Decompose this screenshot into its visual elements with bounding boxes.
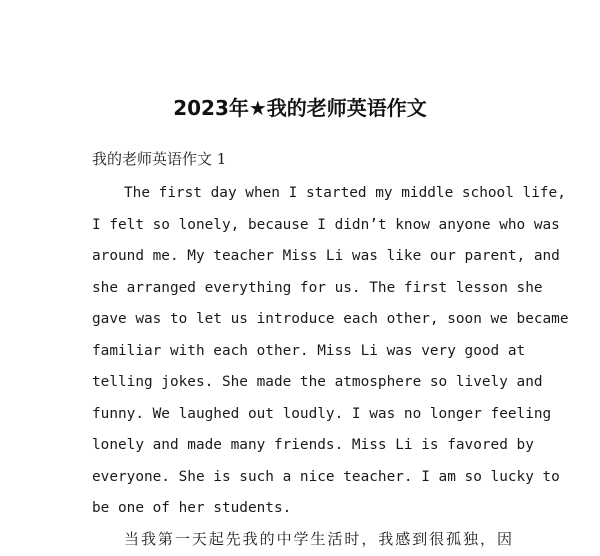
section-heading: 我的老师英语作文 1 [92,150,227,168]
paragraph-line: around me. My teacher Miss Li was like our parent, and [92,248,560,264]
paragraph-line: telling jokes. She made the atmosphere so lively and [92,374,543,390]
english-paragraph [92,178,569,525]
document-title: 2023年★我的老师英语作文 [173,96,427,120]
paragraph-line: I felt so lonely, because I didn’t know anyone who was [92,216,560,233]
paragraph-line: be one of her students. [92,500,292,516]
paragraph-line: funny. We laughed out loudly. I was no longer feeling [92,405,552,422]
paragraph-line: familiar with each other. Miss Li was very good at [92,342,526,359]
paragraph-line: gave was to let us introduce each other, soon we became [92,311,569,327]
paragraph-line: lonely and made many friends. Miss Li is favored by [92,437,534,453]
paragraph-line: 当我第一天起先我的中学生活时，我感到很孤独，因 [124,530,512,548]
paragraph-line: everyone. She is such a nice teacher. I am so lucky to [92,468,560,485]
chinese-paragraph [92,524,512,556]
paragraph-line: The first day when I started my middle school life, [124,185,566,201]
paragraph-line: she arranged everything for us. The first lesson she [92,279,543,296]
